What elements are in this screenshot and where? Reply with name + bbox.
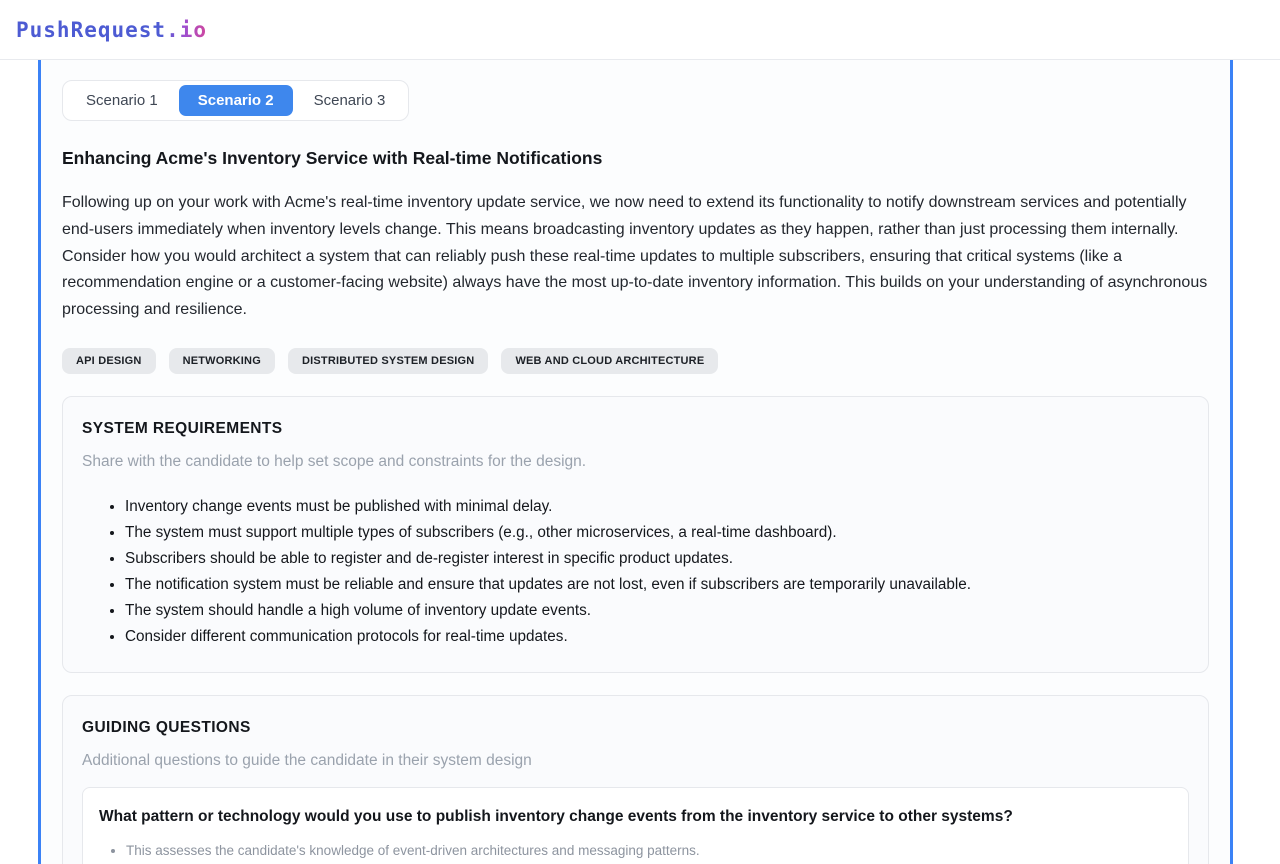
requirement-item: • Subscribers should be able to register and de-register interest in specific product updates. [125, 546, 1189, 572]
requirement-item: • Consider different communication protocols for real-time updates. [125, 624, 1189, 650]
topic-tag: DISTRIBUTED SYSTEM DESIGN [288, 348, 488, 374]
question-card [82, 787, 1189, 864]
question-notes [99, 841, 1172, 860]
question-text: What pattern or technology would you use to publish inventory change events from the inventory service to other systems? [99, 807, 1013, 825]
requirement-item: • The system should handle a high volume of inventory update events. [125, 598, 1189, 624]
requirement-item: • The notification system must be reliable and ensure that updates are not lost, even if subscribers are temporarily unavailable. [125, 572, 1189, 598]
question-note: • This assesses the candidate's knowledge of event-driven architectures and messaging patterns. [126, 841, 1172, 860]
requirement-item: • Inventory change events must be published with minimal delay. [125, 494, 1189, 520]
top-header [0, 0, 1280, 60]
tab-scenario-3[interactable]: Scenario 3 [295, 85, 405, 116]
system-requirements-card [62, 396, 1209, 673]
app-logo[interactable]: PushRequest.io [16, 17, 208, 42]
topic-tag: NETWORKING [169, 348, 275, 374]
system-requirements-subtitle: Share with the candidate to help set scope and constraints for the design. [82, 452, 587, 470]
requirement-item: • The system must support multiple types of subscribers (e.g., other microservices, a real-time dashboard). [125, 520, 1189, 546]
guiding-questions-list [82, 787, 1189, 864]
tab-scenario-2[interactable]: Scenario 2 [179, 85, 293, 116]
scenario-panel [38, 60, 1233, 864]
scenario-title: Enhancing Acme's Inventory Service with Real-time Notifications [62, 148, 603, 168]
topic-tag: WEB AND CLOUD ARCHITECTURE [501, 348, 718, 374]
topic-tag: API DESIGN [62, 348, 156, 374]
scenario-description: Following up on your work with Acme's real-time inventory update service, we now need to extend its functionality to notify downstream services and potentially end-users immediately when inventory levels change. This means broadcasting inventory updates as they happen, rather than just processing them internally. Consider how you would architect a system that can reliably push these real-time updates to multiple subscribers, ensuring that critical systems (like a recommendation engine or a customer-facing website) always have the most up-to-date inventory information. This builds on your understanding of asynchronous processing and resilience. [62, 194, 1208, 319]
topic-tag-list [62, 348, 1209, 374]
guiding-questions-subtitle: Additional questions to guide the candidate in their system design [82, 751, 532, 769]
system-requirements-title: SYSTEM REQUIREMENTS [82, 419, 283, 437]
guiding-questions-title: GUIDING QUESTIONS [82, 718, 251, 736]
scenario-tabs [62, 80, 409, 121]
guiding-questions-card [62, 695, 1209, 864]
tab-scenario-1[interactable]: Scenario 1 [67, 85, 177, 116]
system-requirements-list [82, 494, 1189, 650]
